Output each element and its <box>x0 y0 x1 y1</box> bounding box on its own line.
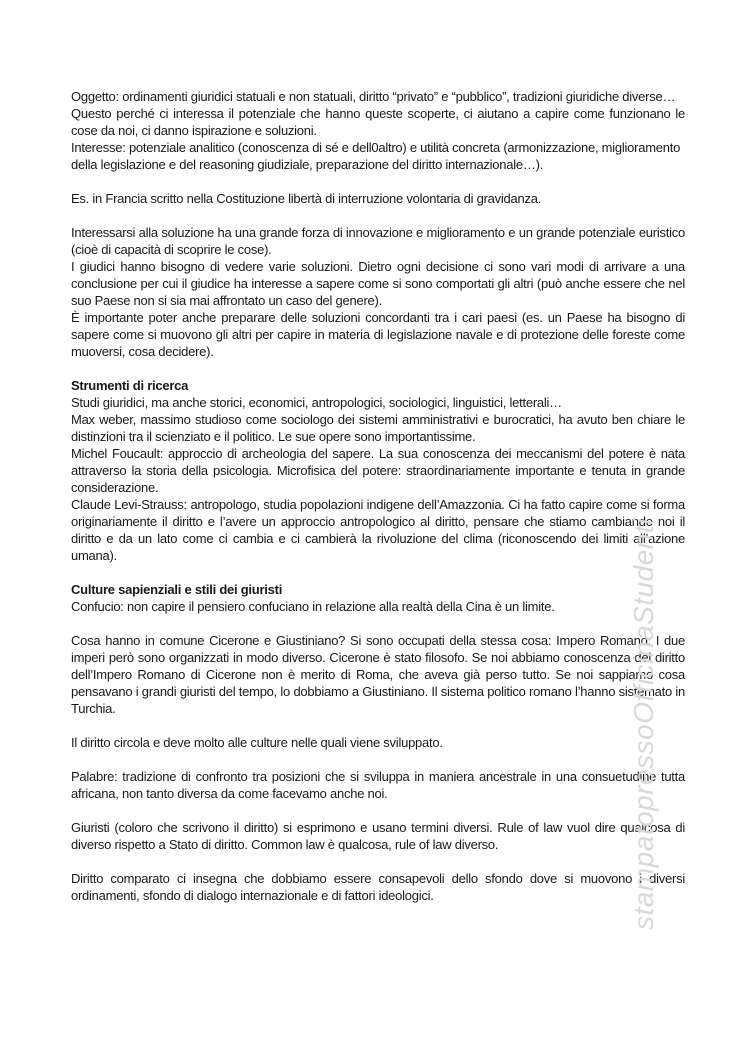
paragraph-foucault: Michel Foucault: approccio di archeologia del sapere. La sua conoscenza dei meccanismi del potere è nata attraverso la storia della psicologia. Microfisica del potere: straordinariamente importante e tenuta in grande considerazione. <box>71 446 685 495</box>
paragraph-interesse: Interesse: potenziale analitico (conoscenza di sé e dell0altro) e utilità concreta (armonizzazione, miglioramento della legislazione e del reasoning giudiziale, preparazione del diritto internazionale…). <box>71 140 681 172</box>
paragraph-example: Es. in Francia scritto nella Costituzione libertà di interruzione volontaria di gravidanza. <box>71 191 542 206</box>
paragraph-interessarsi: Interessarsi alla soluzione ha una grande forza di innovazione e miglioramento e un grande potenziale euristico (cioè di capacità di scoprire le cose). <box>71 225 685 257</box>
paragraph-palabre: Palabre: tradizione di confronto tra posizioni che si sviluppa in maniera ancestrale in una consuetudine tutta africana, non tanto diversa da come facevamo anche noi. <box>71 769 685 801</box>
spacer <box>71 207 685 224</box>
paragraph-circola: Il diritto circola e deve molto alle culture nelle quali viene sviluppato. <box>71 735 443 750</box>
heading-strumenti: Strumenti di ricerca <box>71 378 189 393</box>
heading-culture: Culture sapienziali e stili dei giuristi <box>71 582 283 597</box>
paragraph-giudici: I giudici hanno bisogno di vedere varie soluzioni. Dietro ogni decisione ci sono vari modi di arrivare a una conclusione per cui il giudice ha interesse a sapere come si sono comportati gli altri (può anche essere che nel suo Paese non si sia mai affrontato un caso del genere). <box>71 259 685 308</box>
paragraph-confucio: Confucio: non capire il pensiero confuciano in relazione alla realtà della Cina è un limite. <box>71 599 555 614</box>
spacer <box>71 802 685 819</box>
spacer <box>71 615 685 632</box>
paragraph-levi-strauss: Claude Levi-Strauss: antropologo, studia popolazioni indigene dell’Amazzonia. Ci ha fatto capire come si forma originariamente il diritto e l’avere un approccio antropologico al diritto, pensare che stiamo cambiando noi il diritto e da un lato come ci cambia e ci cambierà la rivoluzione del clima (riconoscendo dei limiti all’azione umana). <box>71 497 685 563</box>
spacer <box>71 360 685 377</box>
spacer <box>71 853 685 870</box>
spacer <box>71 717 685 734</box>
spacer <box>71 173 685 190</box>
spacer <box>71 564 685 581</box>
watermark: stampatopressoOfficinaStudenti <box>628 518 659 930</box>
paragraph-weber: Max weber, massimo studioso come sociologo dei sistemi amministrativi e burocratici, ha avuto ben chiare le distinzioni tra il scienziato e il politico. Le sue opere sono importantissime. <box>71 412 685 444</box>
paragraph-giuristi: Giuristi (coloro che scrivono il diritto) si esprimono e usano termini diversi. Rule of law vuol dire qualcosa di diverso rispetto a Stato di diritto. Common law è qualcosa, rule of law diverso. <box>71 820 685 852</box>
paragraph-cicerone: Cosa hanno in comune Cicerone e Giustiniano? Si sono occupati della stessa cosa: Impero Romano. I due imperi però sono organizzati in modo diverso. Cicerone è stato filosofo. Se noi abbiamo conoscenza del diritto dell’Impero Romano di Cicerone non è merito di Roma, che aveva già perso tutto. Se noi sappiamo cosa pensavano i grandi giuristi del tempo, lo dobbiamo a Giustiniano. Il sistema politico romano l’hanno sistemato in Turchia. <box>71 633 685 716</box>
document-page <box>71 88 685 904</box>
paragraph-oggetto: Oggetto: ordinamenti giuridici statuali e non statuali, diritto “privato” e “pubblico”, tradizioni giuridiche diverse… <box>71 89 676 104</box>
spacer <box>71 751 685 768</box>
paragraph-comparato: Diritto comparato ci insegna che dobbiamo essere consapevoli dello sfondo dove si muovono i diversi ordinamenti, sfondo di dialogo internazionale e di fattori ideologici. <box>71 871 685 903</box>
paragraph-questo: Questo perché ci interessa il potenziale che hanno queste scoperte, ci aiutano a capire come funzionano le cose da noi, ci danno ispirazione e soluzioni. <box>71 106 685 138</box>
paragraph-studi: Studi giuridici, ma anche storici, economici, antropologici, sociologici, linguistici, letterali… <box>71 395 562 410</box>
paragraph-importante: È importante poter anche preparare delle soluzioni concordanti tra i cari paesi (es. un Paese ha bisogno di sapere come si muovono gli altri per capire in materia di legislazione navale e di protezione delle foreste come muoversi, cosa decidere). <box>71 310 685 359</box>
